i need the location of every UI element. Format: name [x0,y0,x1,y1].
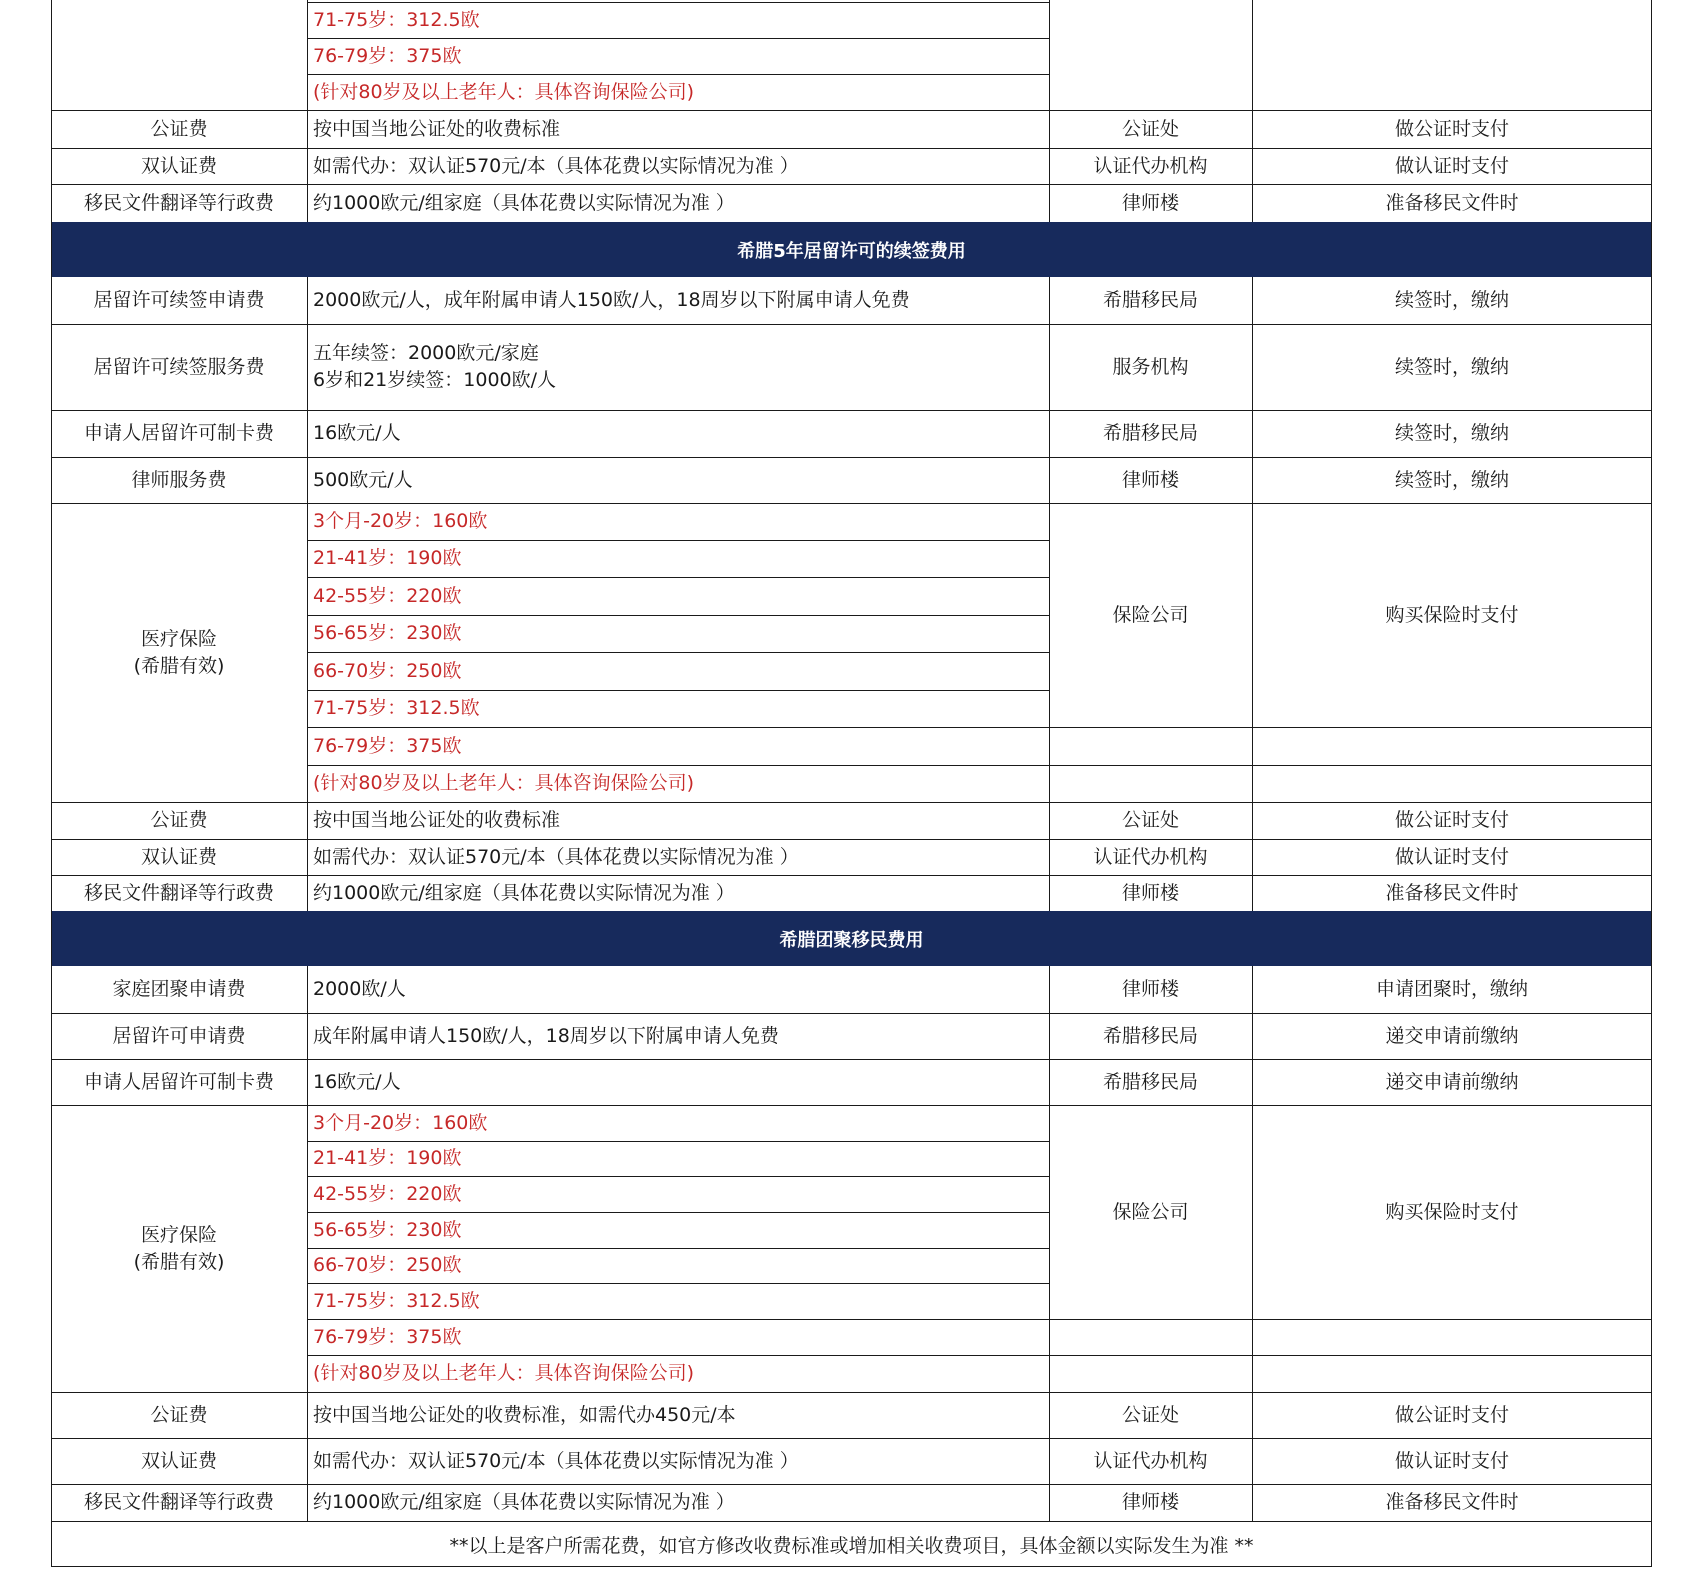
insurance-rate-71-75: 71-75岁：312.5欧 [313,697,480,719]
insurance-sublabel: (希腊有效) [133,1250,225,1273]
grid-line [51,148,1652,149]
payee-cell: 公证处 [1121,809,1179,831]
timing-cell: 申请团聚时，缴纳 [1375,978,1528,1000]
grid-line [51,1392,1652,1393]
item-cell: 申请人居留许可制卡费 [83,422,274,444]
grid-line [307,1283,1049,1284]
desc-cell: 成年附属申请人150欧/人，18周岁以下附属申请人免费 [313,1024,779,1047]
timing-cell: 做公证时支付 [1394,1403,1509,1426]
grid-line [51,324,1652,325]
grid-line [1651,0,1652,1567]
insurance-rate-3m-20: 3个月-20岁：160欧 [313,1111,488,1134]
timing-cell: 做公证时支付 [1394,117,1509,140]
grid-line [307,652,1049,653]
payee-cell: 认证代办机构 [1093,1449,1208,1472]
insurance-rate-56-65: 56-65岁：230欧 [313,1218,462,1241]
grid-line [51,1438,1652,1439]
insurance-rate-80plus: (针对80岁及以上老年人：具体咨询保险公司) [313,1362,695,1384]
timing-cell: 准备移民文件时 [1385,191,1519,214]
insurance-rate-21-41: 21-41岁：190欧 [313,1147,462,1169]
item-cell: 居留许可申请费 [112,1024,246,1047]
insurance-payee-cell: 保险公司 [1112,603,1189,626]
insurance-item-cell [51,1105,307,1392]
grid-line [51,839,1652,840]
timing-cell: 续签时，缴纳 [1394,289,1509,311]
grid-line [1049,0,1050,222]
insurance-label: 医疗保险 [140,627,217,650]
timing-cell: 准备移民文件时 [1385,881,1519,904]
insurance-timing-cell: 购买保险时支付 [1385,603,1519,626]
payee-cell: 公证处 [1121,1403,1179,1426]
item-cell: 居留许可续签服务费 [93,355,265,378]
timing-cell: 做认证时支付 [1394,1449,1509,1472]
section-header-renewal: 希腊5年居留许可的续签费用 [51,222,1652,277]
item-cell: 公证费 [150,117,208,140]
grid-line [307,765,1652,766]
grid-line [1049,277,1050,911]
timing-cell: 做公证时支付 [1394,809,1509,831]
grid-line [51,1521,1652,1522]
grid-line [307,74,1049,75]
desc-cell: 如需代办：双认证570元/本（具体花费以实际情况为准 ） [313,1449,799,1472]
item-cell: 申请人居留许可制卡费 [83,1070,274,1093]
payee-cell: 希腊移民局 [1102,1024,1198,1047]
payee-cell: 认证代办机构 [1093,154,1208,177]
grid-line [51,110,1652,111]
grid-line [307,38,1049,39]
insurance-payee-cell: 保险公司 [1112,1200,1189,1223]
payee-cell: 律师楼 [1121,881,1179,904]
timing-cell: 续签时，缴纳 [1394,355,1509,378]
insurance-rate-71-75: 71-75岁：312.5欧 [313,1289,480,1312]
grid-line [51,184,1652,185]
insurance-rate-80plus: (针对80岁及以上老年人：具体咨询保险公司) [313,80,695,103]
grid-line [51,875,1652,876]
insurance-rate-3m-20: 3个月-20岁：160欧 [313,510,488,532]
grid-line [307,1212,1049,1213]
timing-cell: 续签时，缴纳 [1394,468,1509,491]
desc-cell: 2000欧/人 [313,978,406,1000]
payee-cell: 律师楼 [1121,191,1179,214]
grid-line [51,1059,1652,1060]
grid-line [1252,277,1253,911]
payee-cell: 律师楼 [1121,468,1179,491]
grid-line [51,1013,1652,1014]
grid-line [1252,0,1253,222]
insurance-rate-56-65: 56-65岁：230欧 [313,622,462,644]
insurance-rate-80plus: (针对80岁及以上老年人：具体咨询保险公司) [313,772,695,794]
grid-line [307,690,1049,691]
insurance-rate-76-79: 76-79岁：375欧 [313,1325,462,1348]
grid-line [51,410,1652,411]
grid-line [307,2,1049,3]
desc-line-2: 6岁和21岁续签：1000欧/人 [313,369,557,391]
desc-cell: 约1000欧元/组家庭（具体花费以实际情况为准 ） [313,1491,735,1513]
timing-cell: 递交申请前缴纳 [1385,1070,1519,1093]
item-cell: 移民文件翻译等行政费 [83,191,274,214]
grid-line [51,1105,1652,1106]
grid-line [307,615,1049,616]
item-cell: 律师服务费 [131,468,227,491]
item-cell: 双认证费 [140,1449,217,1472]
item-cell: 家庭团聚申请费 [112,978,246,1000]
desc-cell: 16欧元/人 [313,422,401,444]
desc-cell: 约1000欧元/组家庭（具体花费以实际情况为准 ） [313,191,735,214]
grid-line [307,1248,1049,1249]
grid-line [51,802,1652,803]
desc-cell: 约1000欧元/组家庭（具体花费以实际情况为准 ） [313,881,735,904]
insurance-rate-42-55: 42-55岁：220欧 [313,1182,462,1205]
desc-line-1: 五年续签：2000欧元/家庭 [313,342,539,364]
footnote: **以上是客户所需花费，如官方修改收费标准或增加相关收费项目，具体金额以实际发生为准 ** [449,1534,1254,1557]
insurance-timing-cell: 购买保险时支付 [1385,1200,1519,1223]
item-cell: 双认证费 [140,845,217,868]
payee-cell: 希腊移民局 [1102,289,1198,311]
desc-cell [307,324,1049,410]
payee-cell: 希腊移民局 [1102,1070,1198,1093]
timing-cell: 续签时，缴纳 [1394,422,1509,444]
insurance-rate-42-55: 42-55岁：220欧 [313,584,462,607]
item-cell: 移民文件翻译等行政费 [83,1491,274,1513]
payee-cell: 希腊移民局 [1102,422,1198,444]
desc-cell: 16欧元/人 [313,1070,401,1093]
payee-cell: 服务机构 [1112,355,1189,378]
desc-cell: 按中国当地公证处的收费标准 [313,117,561,140]
insurance-item-cell [51,503,307,802]
insurance-rate-76-79: 76-79岁：375欧 [313,44,462,67]
grid-line [307,1141,1049,1142]
grid-line [307,1176,1049,1177]
timing-cell: 准备移民文件时 [1385,1491,1519,1513]
insurance-rate-66-70: 66-70岁：250欧 [313,659,462,682]
payee-cell: 律师楼 [1121,978,1179,1000]
payee-cell: 认证代办机构 [1093,845,1208,868]
grid-line [51,1484,1652,1485]
grid-line [51,0,52,1567]
grid-line [51,503,1652,504]
grid-line [307,0,308,222]
grid-line [51,1566,1652,1567]
grid-line [307,1355,1652,1356]
item-cell: 公证费 [150,1403,208,1426]
item-cell: 移民文件翻译等行政费 [83,881,274,904]
timing-cell: 递交申请前缴纳 [1385,1024,1519,1047]
desc-cell: 500欧元/人 [313,468,413,491]
grid-line [307,277,308,911]
desc-cell: 按中国当地公证处的收费标准，如需代办450元/本 [313,1403,736,1426]
timing-cell: 做认证时支付 [1394,154,1509,177]
grid-line [307,1319,1652,1320]
insurance-rate-71-75: 71-75岁：312.5欧 [313,8,480,31]
item-cell: 双认证费 [140,154,217,177]
insurance-rate-76-79: 76-79岁：375欧 [313,734,462,757]
grid-line [307,577,1049,578]
insurance-label: 医疗保险 [140,1223,217,1246]
item-cell: 居留许可续签申请费 [93,289,265,311]
section-header-family: 希腊团聚移民费用 [51,911,1652,966]
insurance-rate-21-41: 21-41岁：190欧 [313,547,462,569]
payee-cell: 律师楼 [1121,1491,1179,1513]
grid-line [307,727,1652,728]
grid-line [51,457,1652,458]
desc-cell: 如需代办：双认证570元/本（具体花费以实际情况为准 ） [313,154,799,177]
item-cell: 公证费 [150,809,208,831]
payee-cell: 公证处 [1121,117,1179,140]
insurance-sublabel: (希腊有效) [133,654,225,677]
desc-cell: 如需代办：双认证570元/本（具体花费以实际情况为准 ） [313,845,799,868]
grid-line [307,540,1049,541]
desc-cell: 按中国当地公证处的收费标准 [313,809,561,831]
desc-cell: 2000欧元/人，成年附属申请人150欧/人，18周岁以下附属申请人免费 [313,289,910,311]
timing-cell: 做认证时支付 [1394,845,1509,868]
insurance-rate-66-70: 66-70岁：250欧 [313,1254,462,1276]
